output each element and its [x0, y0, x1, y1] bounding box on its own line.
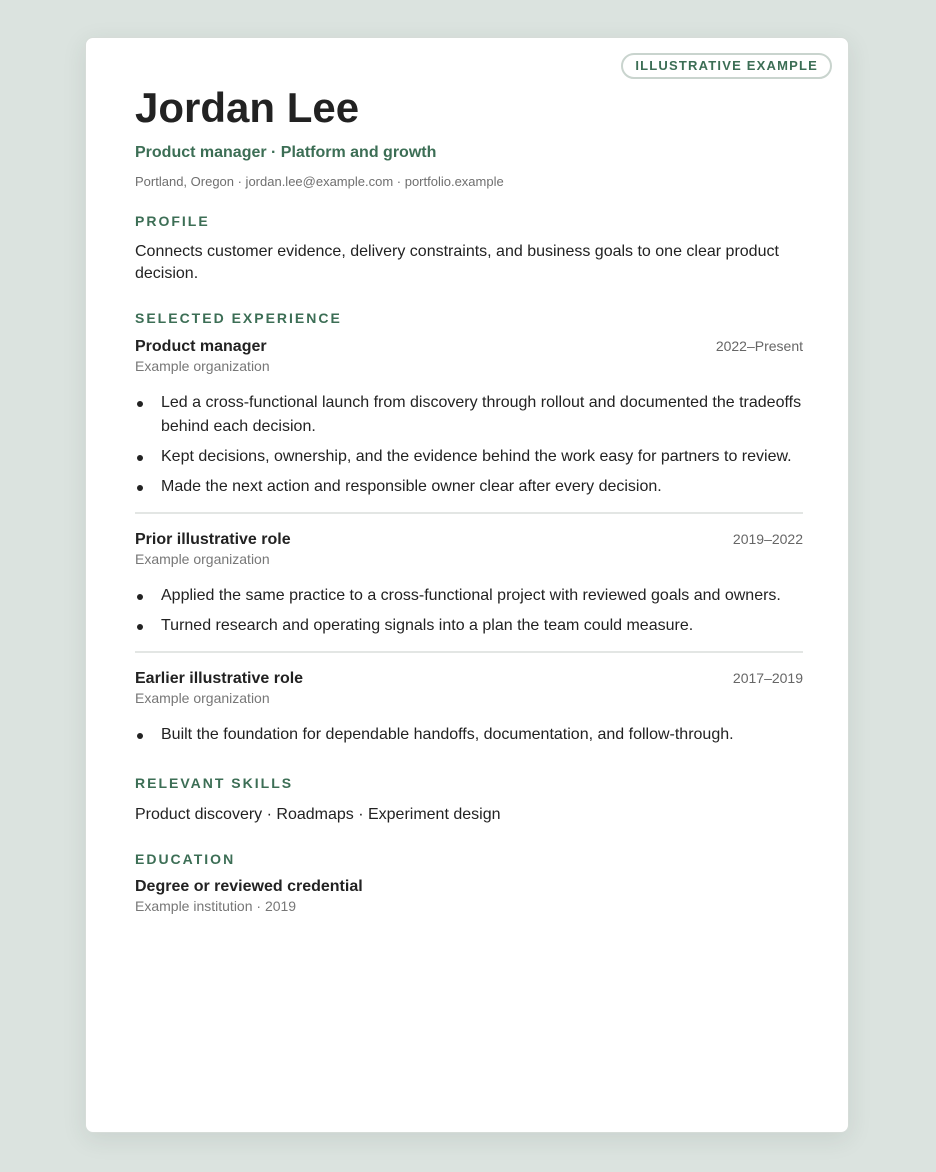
job-dates: 2017–2019 — [732, 670, 803, 686]
job-bullet — [135, 391, 803, 439]
job-divider — [135, 651, 803, 653]
bullet-dot-icon — [137, 733, 143, 739]
profile-section-title: PROFILE — [135, 213, 210, 229]
skills-text: Product discovery · Roadmaps · Experiment design — [135, 806, 501, 823]
job-bullet-text: Built the foundation for dependable handoffs, documentation, and follow-through. — [161, 726, 734, 743]
job-role: Earlier illustrative role — [135, 670, 304, 687]
job-organization: Example organization — [135, 358, 270, 374]
job-organization: Example organization — [135, 690, 270, 706]
job-role: Prior illustrative role — [135, 531, 291, 548]
skills-section-title: RELEVANT SKILLS — [135, 775, 294, 791]
job-bullet-text: Kept decisions, ownership, and the evidence behind the work easy for partners to review. — [161, 448, 792, 465]
education-degree: Degree or reviewed credential — [135, 878, 363, 895]
job-bullet-text: Led a cross-functional launch from discovery through rollout and documented the tradeoffs behind each decision. — [161, 394, 802, 435]
job-bullets — [135, 723, 803, 747]
job-bullet-text: Applied the same practice to a cross-functional project with reviewed goals and owners. — [161, 587, 781, 604]
job-entry — [135, 668, 803, 747]
education-detail: Example institution · 2019 — [135, 898, 297, 914]
job-entry — [135, 336, 803, 499]
job-bullet — [135, 614, 803, 638]
contact-line: Portland, Oregon · jordan.lee@example.com · portfolio.example — [135, 174, 504, 189]
job-bullets — [135, 584, 803, 638]
job-bullet-text: Turned research and operating signals into a plan the team could measure. — [161, 617, 694, 634]
job-bullet — [135, 445, 803, 469]
candidate-name: Jordan Lee — [135, 84, 360, 131]
job-role: Product manager — [135, 338, 267, 355]
job-divider — [135, 512, 803, 514]
job-bullets — [135, 391, 803, 499]
education-section-title: EDUCATION — [135, 851, 236, 867]
job-organization: Example organization — [135, 551, 270, 567]
bullet-dot-icon — [137, 485, 143, 491]
job-dates: 2019–2022 — [732, 531, 803, 547]
profile-text: Connects customer evidence, delivery constraints, and business goals to one clear product decision. — [135, 243, 779, 282]
job-bullet — [135, 584, 803, 608]
job-entry — [135, 529, 803, 638]
job-dates: 2022–Present — [715, 338, 803, 354]
candidate-tagline: Product manager · Platform and growth — [135, 144, 437, 161]
job-bullet-text: Made the next action and responsible owner clear after every decision. — [161, 478, 662, 495]
resume-content — [135, 82, 803, 915]
bullet-dot-icon — [137, 455, 143, 461]
job-bullet — [135, 723, 803, 747]
illustrative-example-badge: ILLUSTRATIVE EXAMPLE — [621, 53, 832, 79]
resume-page — [85, 37, 849, 1133]
bullet-dot-icon — [137, 624, 143, 630]
bullet-dot-icon — [137, 401, 143, 407]
bullet-dot-icon — [137, 594, 143, 600]
experience-section-title: SELECTED EXPERIENCE — [135, 310, 342, 326]
job-bullet — [135, 475, 803, 499]
